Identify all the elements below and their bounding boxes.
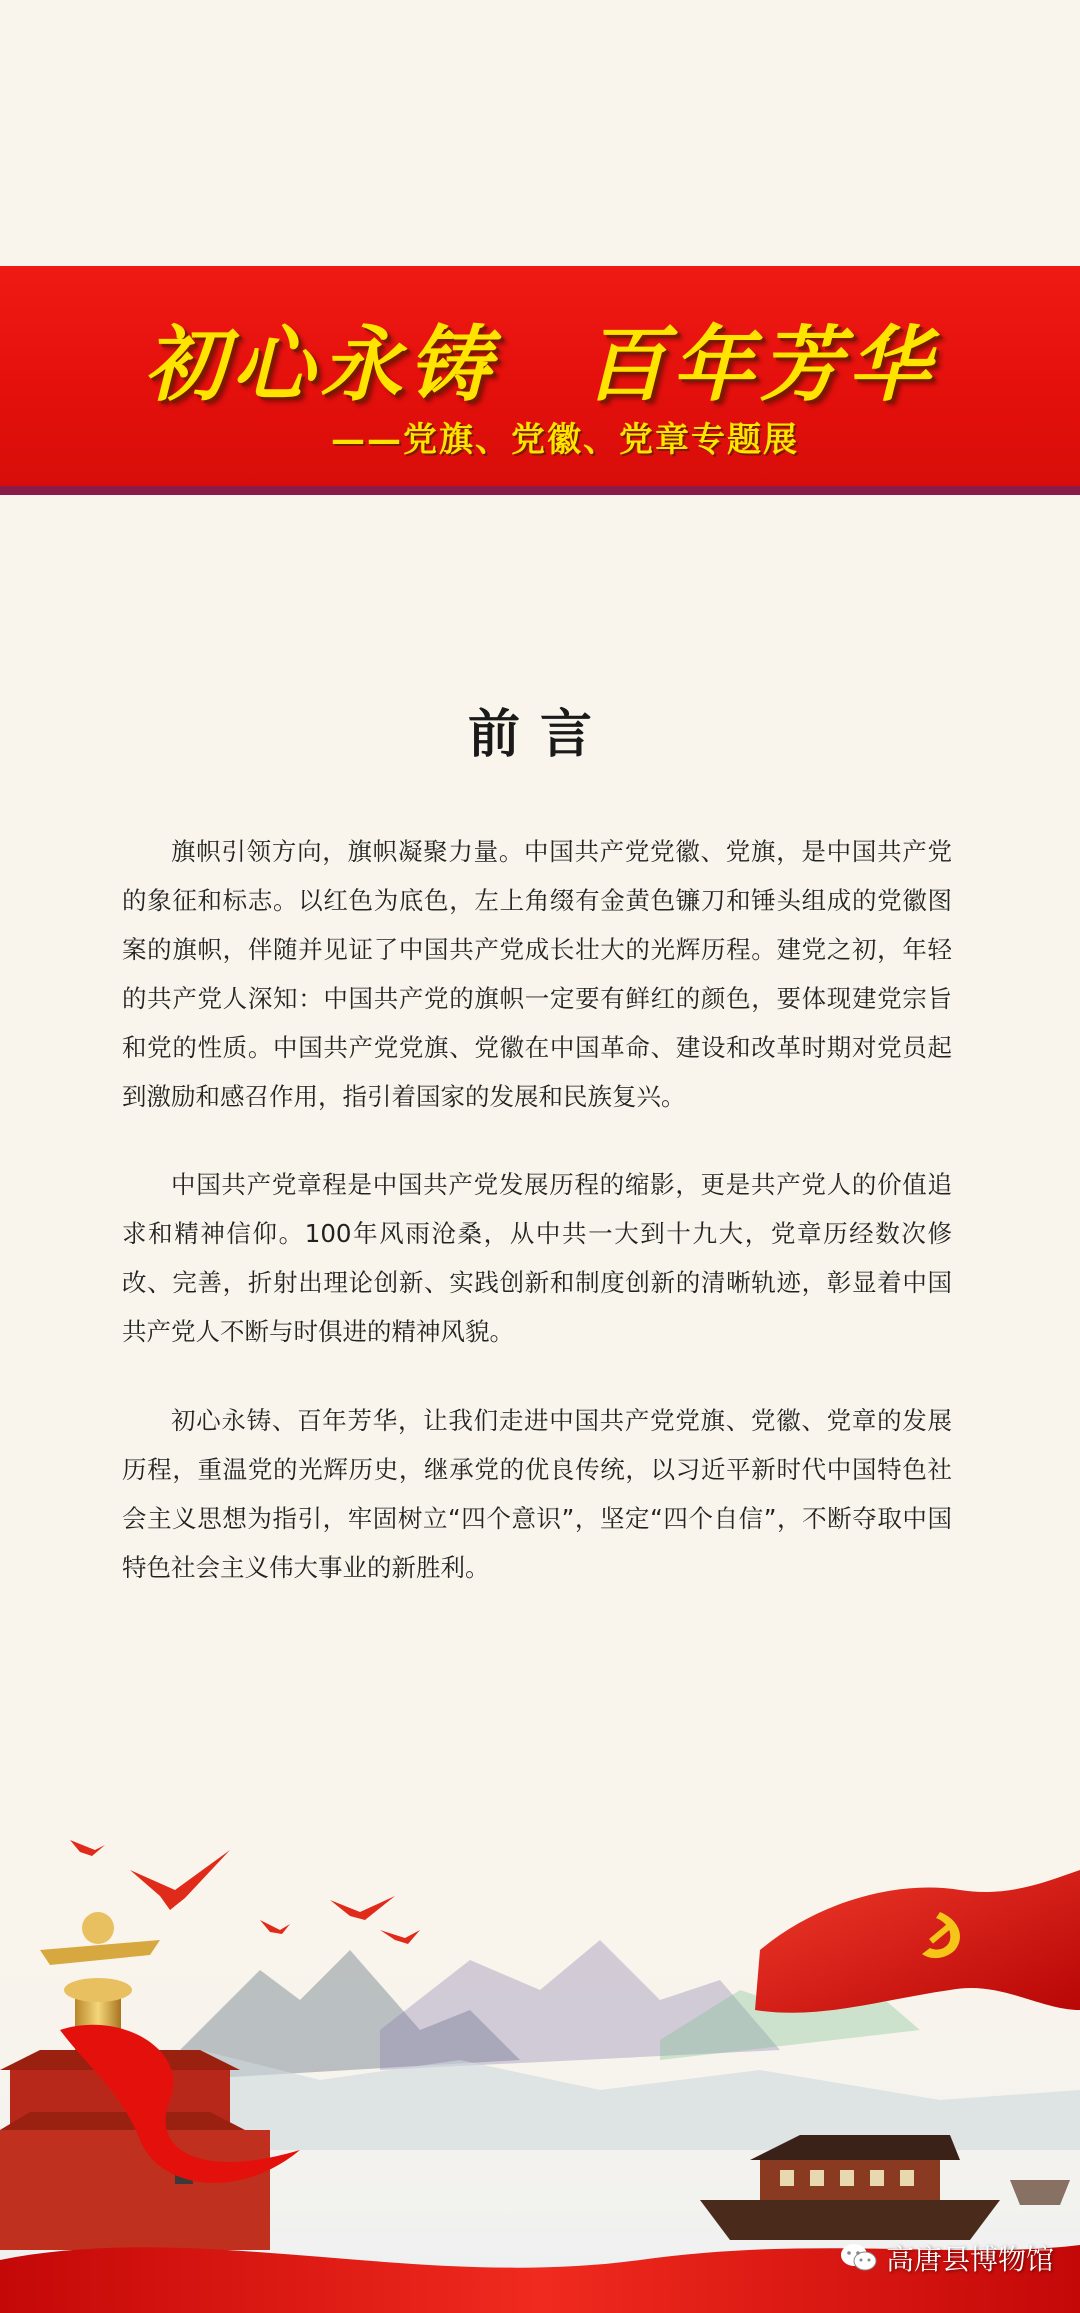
account-name: 高唐县博物馆 [886, 2243, 1055, 2276]
account-watermark [840, 2238, 1054, 2278]
wechat-icon [840, 2242, 878, 2274]
preface-paragraph: 旗帜引领方向，旗帜凝聚力量。中国共产党党徽、党旗，是中国共产党的象征和标志。以红色为底色，左上角缀有金黄色镰刀和锤头组成的党徽图案的旗帜，伴随并见证了中国共产党成长壮大的光辉历程。建党之初，年轻的共产党人深知：中国共产党的旗帜一定要有鲜红的颜色，要体现建党宗旨和党的性质。中国共产党党旗、党徽在中国革命、建设和改革时期对党员起到激励和感召作用，指引着国家的发展和民族复兴。 [122, 837, 952, 1111]
preface-paragraph: 初心永铸、百年芳华，让我们走进中国共产党党旗、党徽、党章的发展历程，重温党的光辉历史，继承党的优良传统，以习近平新时代中国特色社会主义思想为指引，牢固树立“四个意识”，坚定“四个自信”，不断夺取中国特色社会主义伟大事业的新胜利。 [122, 1406, 952, 1582]
preface-paragraph: 中国共产党章程是中国共产党发展历程的缩影，更是共产党人的价值追求和精神信仰。100年风雨沧桑，从中共一大到十九大，党章历经数次修改、完善，折射出理论创新、实践创新和制度创新的清晰轨迹，彰显着中国共产党人不断与时俱进的精神风貌。 [122, 1170, 952, 1346]
exhibition-subtitle: ——党旗、党徽、党章专题展 [331, 420, 799, 460]
banner-stripe [0, 486, 1080, 495]
preface-heading: 前言 [467, 705, 612, 765]
exhibition-title: 初心永铸 百年芳华 [144, 317, 936, 413]
